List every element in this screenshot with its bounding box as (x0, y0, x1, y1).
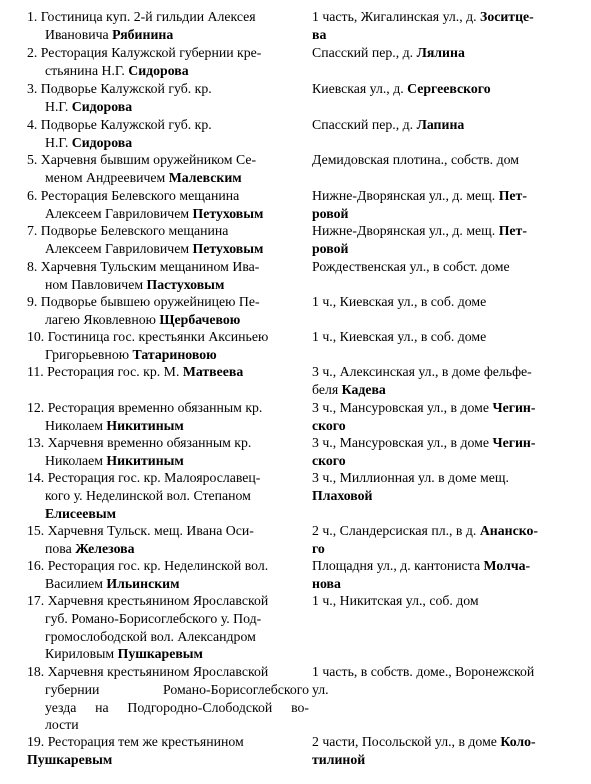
text-line (312, 187, 574, 205)
plain-text: меном Андреевичем (45, 169, 169, 185)
bold-name: Лапина (416, 117, 465, 132)
plain-text: 7. Подворье Белевского мещанина (27, 223, 229, 238)
plain-text: лагею Яковлевною (45, 311, 160, 327)
text-line (27, 240, 309, 258)
plain-text: стьянина Н.Г. (45, 62, 129, 78)
entry-address (312, 363, 574, 399)
entry-description (27, 522, 309, 558)
entry-address (312, 328, 574, 346)
plain-text: 3 ч., Мансуровская ул., в доме (312, 400, 493, 415)
plain-text: Демидовская плотина., собств. дом (312, 152, 519, 167)
text-line (27, 205, 309, 223)
bold-name: ва (312, 26, 327, 42)
text-line (312, 116, 574, 134)
plain-text: ном Павловичем (45, 276, 147, 292)
bold-name: ского (312, 452, 346, 468)
text-line (27, 540, 309, 558)
plain-text: Нижне-Дворянская ул., д. мещ. (312, 223, 499, 238)
text-line (312, 469, 574, 487)
bold-name: ровой (312, 240, 349, 256)
entry-description (27, 557, 309, 593)
plain-text: громослободской вол. Александром (45, 628, 256, 644)
text-line (27, 187, 309, 205)
plain-text: 1 ч., Никитская ул., соб. дом (312, 593, 479, 608)
entry-address (312, 469, 574, 505)
entry-description (27, 399, 309, 435)
bold-name: Сидорова (128, 62, 189, 78)
plain-text: 1 часть, Жигалинская ул., д. (312, 9, 481, 24)
text-line (27, 222, 309, 240)
entry-address (312, 663, 574, 699)
text-line (312, 557, 574, 575)
plain-text: Алексеем Гавриловичем (45, 240, 193, 256)
text-line (27, 328, 309, 346)
plain-text: ул. (312, 681, 329, 697)
plain-text: кого у. Неделинской вол. Степаном (45, 487, 251, 503)
plain-text: 15. Харчевня Тульск. мещ. Ивана Оси- (27, 523, 254, 538)
plain-text: 14. Ресторация гос. кр. Малоярославец- (27, 470, 261, 485)
entry-description (27, 222, 309, 258)
text-line (27, 663, 309, 681)
text-line (27, 610, 309, 628)
text-line (312, 663, 574, 681)
text-line (312, 522, 574, 540)
entry-description (27, 187, 309, 223)
text-line (312, 44, 574, 62)
plain-text: 8. Харчевня Тульским мещанином Ива- (27, 259, 260, 274)
bold-name: Сергеевского (407, 81, 491, 96)
text-line (312, 151, 574, 169)
entry-description (27, 663, 309, 734)
plain-text: 2 части, Посольской ул., в доме (312, 734, 501, 749)
entry-address (312, 8, 574, 44)
text-line (27, 751, 309, 769)
entry-description (27, 151, 309, 187)
plain-text: 3 ч., Мансуровская ул., в доме (312, 435, 493, 450)
text-line (27, 276, 309, 294)
text-line (312, 417, 574, 435)
plain-text: 2 ч., Сландерсиская пл., в д. (312, 523, 480, 538)
bold-name: Матвеева (182, 364, 244, 379)
entry-description (27, 733, 309, 769)
text-line (27, 522, 309, 540)
bold-name: Петуховым (192, 205, 264, 221)
plain-text: Нижне-Дворянская ул., д. мещ. (312, 188, 499, 203)
entry-description (27, 469, 309, 522)
plain-text: 1 ч., Киевская ул., в соб. доме (312, 294, 487, 309)
plain-text: Григорьевною (45, 346, 133, 362)
entry-address (312, 116, 574, 134)
bold-name: Пастуховым (146, 276, 225, 292)
entry-address (312, 293, 574, 311)
text-line (312, 363, 574, 381)
text-line (312, 293, 574, 311)
bold-name: Ананско- (479, 523, 538, 538)
bold-name: Плаховой (312, 487, 373, 503)
bold-name: Щербачевою (159, 311, 241, 327)
plain-text: 19. Ресторация тем же крестьянином (27, 734, 244, 749)
plain-text: Н.Г. (45, 134, 72, 150)
text-line (312, 328, 574, 346)
text-line (27, 487, 309, 505)
text-line (27, 116, 309, 134)
entry-description (27, 434, 309, 470)
entry-address (312, 258, 574, 276)
text-line (27, 733, 309, 751)
text-line (27, 505, 309, 523)
text-line (27, 258, 309, 276)
bold-name: нова (312, 575, 341, 591)
plain-text: 11. Ресторация гос. кр. М. (27, 364, 183, 379)
bold-name: Железова (75, 540, 135, 556)
plain-text: Ивановича (45, 26, 113, 42)
plain-text: Кириловым (45, 646, 118, 662)
text-line (27, 399, 309, 417)
text-line (27, 469, 309, 487)
text-line (312, 80, 574, 98)
plain-text: Спасский пер., д. (312, 45, 417, 60)
plain-text: 10. Гостиница гос. крестьянки Аксиньею (27, 329, 269, 344)
bold-name: Пушкаревым (117, 646, 203, 662)
text-line (27, 716, 309, 734)
plain-text: 4. Подворье Калужской губ. кр. (27, 117, 212, 132)
entry-description (27, 328, 309, 364)
text-line (27, 151, 309, 169)
text-line (312, 381, 574, 399)
plain-text: 17. Харчевня крестьянином Ярославской (27, 593, 269, 608)
entry-address (312, 151, 574, 169)
entry-description (27, 116, 309, 152)
bold-name: Чегин- (492, 435, 536, 450)
bold-name: Пет- (498, 223, 527, 238)
plain-text: Киевская ул., д. (312, 81, 408, 96)
text-line (27, 417, 309, 435)
plain-text: 18. Харчевня крестьянином Ярославской (27, 664, 269, 679)
text-line (27, 699, 309, 717)
entry-description (27, 592, 309, 663)
text-line (312, 258, 574, 276)
bold-name: Сидорова (71, 98, 133, 114)
text-line (27, 346, 309, 364)
text-line (312, 751, 574, 769)
plain-text: Рождественская ул., в собст. доме (312, 259, 510, 274)
text-line (27, 293, 309, 311)
text-line (27, 363, 309, 381)
plain-text: 1. Гостиница куп. 2-й гильдии Алексея (27, 9, 256, 24)
bold-name: Чегин- (492, 400, 536, 415)
plain-text: Спасский пер., д. (312, 117, 417, 132)
plain-text: Николаем (45, 452, 107, 468)
plain-text: Василием (45, 575, 107, 591)
text-line (312, 240, 574, 258)
text-line (27, 80, 309, 98)
bold-name: Елисеевым (45, 505, 117, 521)
bold-name: Никитиным (106, 452, 184, 468)
bold-name: тилиной (312, 751, 366, 767)
text-line (312, 681, 574, 699)
plain-text: 3 ч., Алексинская ул., в доме фельфе- (312, 364, 532, 379)
plain-text: Алексеем Гавриловичем (45, 205, 193, 221)
bold-name: Ильинским (106, 575, 180, 591)
text-line (27, 452, 309, 470)
bold-name: Рябинина (112, 26, 174, 42)
plain-text: 3 ч., Миллионная ул. в доме мещ. (312, 470, 509, 485)
bold-name: Молча- (483, 558, 531, 573)
text-line (312, 487, 574, 505)
plain-text: 6. Ресторация Белевского мещанина (27, 188, 240, 203)
entry-address (312, 399, 574, 435)
text-line (27, 98, 309, 116)
entry-description (27, 363, 309, 381)
text-line (312, 222, 574, 240)
text-line (312, 592, 574, 610)
entry-address (312, 434, 574, 470)
plain-text: 13. Харчевня временно обязанным кр. (27, 435, 252, 450)
text-line (312, 733, 574, 751)
plain-text: 3. Подворье Калужской губ. кр. (27, 81, 212, 96)
text-line (27, 8, 309, 26)
plain-text: пова (45, 540, 76, 556)
bold-name: Никитиным (106, 417, 184, 433)
text-line (27, 645, 309, 663)
bold-name: Малевским (168, 169, 242, 185)
text-line (27, 575, 309, 593)
entry-address (312, 522, 574, 558)
plain-text: лости (45, 717, 79, 733)
bold-name: Пушкаревым (27, 751, 113, 767)
text-line (312, 205, 574, 223)
text-line (27, 592, 309, 610)
bold-name: Пет- (498, 188, 527, 203)
bold-name: ровой (312, 205, 349, 221)
plain-text: 1 часть, в собств. доме., Воронежской (312, 664, 535, 679)
plain-text: 5. Харчевня бывшим оружейником Се- (27, 152, 257, 167)
text-line (312, 399, 574, 417)
text-line (27, 169, 309, 187)
text-line (312, 26, 574, 44)
entry-address (312, 733, 574, 769)
entry-address (312, 592, 574, 610)
bold-name: Лялина (416, 45, 465, 60)
text-line (27, 628, 309, 646)
plain-text: 1 ч., Киевская ул., в соб. доме (312, 329, 487, 344)
text-line (27, 311, 309, 329)
text-line (27, 557, 309, 575)
bold-name: Татариновою (132, 346, 217, 362)
text-line (27, 134, 309, 152)
bold-name: Петуховым (192, 240, 264, 256)
text-line (27, 434, 309, 452)
plain-text: Николаем (45, 417, 107, 433)
plain-text: Площадня ул., д. кантониста (312, 558, 484, 573)
text-line (27, 44, 309, 62)
plain-text: беля (312, 381, 342, 397)
entry-description (27, 258, 309, 294)
plain-text: губернии Романо-Борисоглебского (45, 681, 309, 697)
bold-name: Коло- (500, 734, 536, 749)
entry-address (312, 222, 574, 258)
bold-name: Зоситце- (480, 9, 534, 24)
plain-text: 9. Подворье бывшею оружейницею Пе- (27, 294, 260, 309)
text-line (312, 8, 574, 26)
text-line (27, 681, 309, 699)
entry-description (27, 293, 309, 329)
plain-text: 12. Ресторация временно обязанным кр. (27, 400, 263, 415)
plain-text: губ. Романо-Борисоглебского у. Под- (45, 610, 262, 626)
bold-name: го (312, 540, 325, 556)
text-line (312, 575, 574, 593)
text-line (312, 540, 574, 558)
entry-address (312, 187, 574, 223)
entry-address (312, 80, 574, 98)
entry-address (312, 557, 574, 593)
plain-text: Н.Г. (45, 98, 72, 114)
bold-name: Кадева (341, 381, 386, 397)
bold-name: ского (312, 417, 346, 433)
text-line (27, 62, 309, 80)
plain-text: 16. Ресторация гос. кр. Неделинской вол. (27, 558, 269, 573)
text-line (312, 434, 574, 452)
plain-text: 2. Ресторация Калужской губернии кре- (27, 45, 262, 60)
entry-description (27, 44, 309, 80)
text-line (312, 452, 574, 470)
entry-description (27, 8, 309, 44)
text-line (27, 26, 309, 44)
plain-text: уезда на Подгородно-Слободской во- (45, 699, 309, 715)
entry-address (312, 44, 574, 62)
entry-description (27, 80, 309, 116)
bold-name: Сидорова (71, 134, 133, 150)
